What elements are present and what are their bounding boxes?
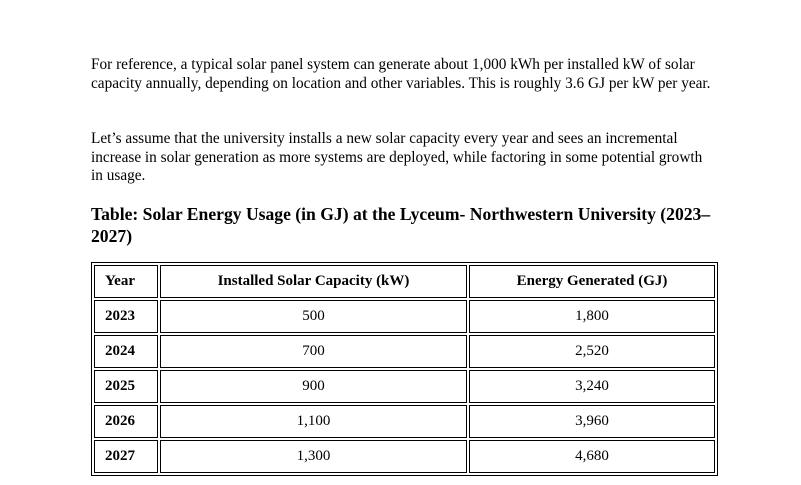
year-cell: 2026 bbox=[94, 405, 158, 438]
energy-cell: 3,240 bbox=[469, 370, 715, 403]
year-cell: 2027 bbox=[94, 440, 158, 473]
assumption-paragraph: Let’s assume that the university installs a new solar capacity every year and sees an incremental increase in solar generation as more systems are deployed, while factoring in some potential growth in usage. bbox=[91, 130, 703, 184]
header-installed-capacity: Installed Solar Capacity (kW) bbox=[160, 265, 467, 298]
capacity-cell: 1,300 bbox=[160, 440, 467, 473]
capacity-cell: 900 bbox=[160, 370, 467, 403]
header-energy-generated: Energy Generated (GJ) bbox=[469, 265, 715, 298]
table-header-row bbox=[94, 265, 715, 298]
solar-energy-table-container bbox=[91, 262, 718, 476]
year-cell: 2024 bbox=[94, 335, 158, 368]
capacity-cell: 500 bbox=[160, 300, 467, 333]
table-row bbox=[94, 440, 715, 473]
table-title: Table: Solar Energy Usage (in GJ) at the Lyceum- Northwestern University (2023–2027) bbox=[91, 204, 711, 246]
table-row bbox=[94, 405, 715, 438]
year-cell: 2023 bbox=[94, 300, 158, 333]
energy-cell: 1,800 bbox=[469, 300, 715, 333]
capacity-cell: 700 bbox=[160, 335, 467, 368]
solar-energy-table bbox=[91, 262, 718, 476]
table-row bbox=[94, 335, 715, 368]
reference-paragraph: For reference, a typical solar panel system can generate about 1,000 kWh per installed kW of solar capacity annually, depending on location and other variables. This is roughly 3.6 GJ per kW per year. bbox=[91, 56, 711, 92]
year-cell: 2025 bbox=[94, 370, 158, 403]
energy-cell: 3,960 bbox=[469, 405, 715, 438]
table-row bbox=[94, 300, 715, 333]
energy-cell: 4,680 bbox=[469, 440, 715, 473]
table-row bbox=[94, 370, 715, 403]
capacity-cell: 1,100 bbox=[160, 405, 467, 438]
header-year: Year bbox=[94, 265, 158, 298]
energy-cell: 2,520 bbox=[469, 335, 715, 368]
